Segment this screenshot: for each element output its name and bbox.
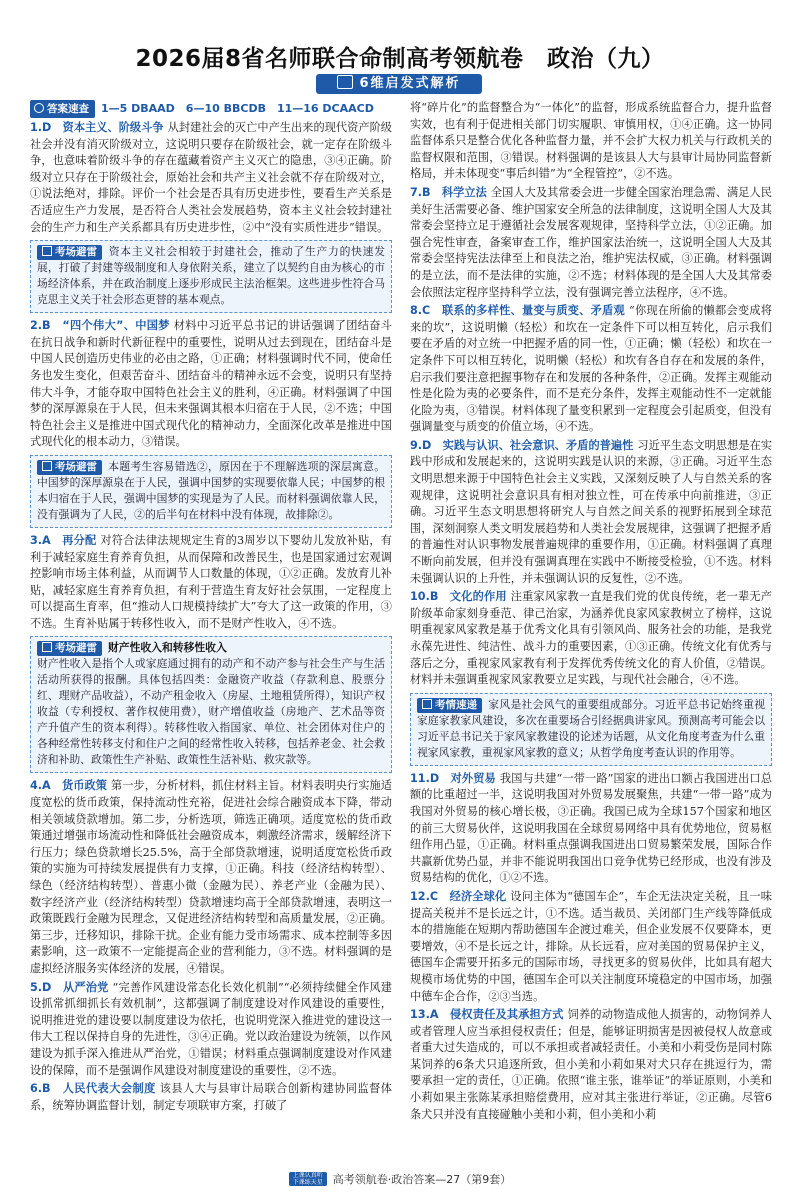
question-number: 11.D [410,771,440,785]
answer-key [30,100,392,118]
question-topic: 货币政策 [62,779,107,793]
question-explanation: 我国与共建“一带一路”国家的进出口额占我国进出口总额的比重超过一半，这说明我国对外贸易发展聚焦，共建“一带一路”成为我国对外贸易的核心增长极，③正确。我国已成为全球157个国家和地区的前三大贸易伙伴，这说明我国在全球贸易网络中具有优势地位，贸易枢纽作用凸显，①正确。材料重点强调我国进出口贸易繁荣发展，国际合作共赢新优势凸显，并非不能说明我国出口竞争优势已经形成，也没有涉及贸易结构的优化，①②不选。 [410,771,772,885]
question-number: 5.D [30,980,52,994]
tip-badge [37,460,102,475]
question-explanation: 注重家风家教一直是我们党的优良传统，老一辈无产阶级革命家刻身垂范、律己治家，为涵养优良家风家教树立了榜样，这说明重视家风家教是基于优秀文化具有引领风尚、服务社会的功能，是我党永葆先进性、纯洁性、战斗力的重要因素，①③正确。传统文化有优秀与落后之分，重视家风家教有利于发挥优秀传统文化的育人价值，②错误。材料并未强调重视家风家教要立足实践，与现代社会融合，④不选。 [410,590,772,687]
question-topic: 从严治党 [62,980,109,994]
tip-text: 家风是社会风气的重要组成部分。习近平总书记始终重视家庭家教家风建设，多次在重要场合引经据典讲家风。预测高考可能会以习近平总书记关于家风家教建设的论述为话题，从文化角度考查为什么重视家风家教，重视家风家教的意义；从哲学角度考查认识的作用等。 [417,697,765,759]
question-topic: 联系的多样性、量变与质变、矛盾观 [441,304,625,318]
tip-title: 财产性收入和转移性收入 [108,641,227,655]
question-explanation: “完善作风建设常态化长效化机制”“必须持续健全作风建设抓常抓细抓长有效机制”，这都强调了制度建设对作风建设的重要性，说明推进党的建设要以制度建设为依托，也说明党深入推进党的建设这一伟大工程以保持自身的先进性，③④正确。党以政治建设为统领，以作风建设为抓手深入推进从严治党，①错误；材料重点强调制度建设对作风建设的保障，而不是强调作风建设对制度建设的重要性，②不选。 [30,980,392,1077]
right-column [410,100,772,1162]
publisher-logo [289,1172,327,1186]
publisher-logo-text: 上课认真听 下课练天星 [292,1172,323,1186]
tip-badge [37,245,102,260]
question-topic: 文化的作用 [449,590,507,604]
tip-box [30,240,392,313]
question-explanation: 饲养的动物造成他人损害的，动物饲养人或者管理人应当承担侵权责任；但是，能够证明损害是因被侵权人故意或者重大过失造成的，可以不承担或者减轻责任。小美和小莉受伤是同村陈某饲养的6条犬只追逐所致，但小美和小莉如果对犬只存在挑逗行为，需要承担一定的责任，①正确。依照“谁主张，谁举证”的举证原则，小美和小莉如果主张陈某承担赔偿费用，应对其主张进行举证，②正确。尽管6条犬只并没有直接碰触小美和小莉，但小美和小莉 [410,1008,772,1121]
question-7 [410,185,772,301]
question-3 [30,533,392,633]
question-12 [410,889,772,1005]
question-topic: 科学立法 [441,185,487,199]
book-icon [337,75,353,89]
question-topic: 资本主义、阶级斗争 [62,121,164,134]
tip-badge [37,641,102,656]
checkbox-icon [42,246,52,256]
question-1 [30,120,392,236]
question-explanation: 该县人大与县审计局联合创新构建协同监督体系，统筹协调监督计划，制定专项联审方案，打破了 [30,1082,392,1112]
page-footer [0,1170,800,1190]
question-number: 7.B [410,185,431,199]
tip-text: 资本主义社会相较于封建社会，推动了生产力的快速发展，打破了封建等级制度和人身依附关系，建立了以契约自由为核心的市场经济体系，并在政治制度上逐步形成民主法治框架。这些进步性符合马克思主义关于社会形态更替的基本观点。 [37,245,385,307]
question-explanation: 全国人大及其常委会进一步健全国家治理急需、满足人民美好生活需要必备、维护国家安全所急的法律制度，这说明全国人大及其常委会坚持立足于遵循社会发展客观规律，坚持科学立法，①②正确。加强合宪性审查，备案审查工作，维护国家法治统一，这说明全国人大及其常委会坚持宪法法律至上和良法之治，维护宪法权威，③正确。材料强调的是立法，而不是法律的实施，②不选；材料体现的是全国人大及其常委会依照法定程序坚持科学立法，没有强调完善立法程序，④不选。 [410,185,772,299]
question-explanation: “你现在所偷的懒都会变成将来的坎”，这说明懒（轻松）和坎在一定条件下可以相互转化，启示我们要在矛盾的对立统一中把握矛盾的同一性，①正确；懒（轻松）和坎在一定条件下可以相互转化，说明懒（轻松）和坎有各自存在和发展的条件，启示我们要注意把握事物存在和发展的各种条件，②正确。发挥主观能动性是化险为夷的必要条件，而不是充分条件，发挥主观能动性不一定就能化险为夷，③错误。材料体现了量变积累到一定程度会引起质变，但没有强调量变与质变的价值立场，④不选。 [410,304,772,434]
left-column [30,100,392,1162]
magnifier-icon [34,103,44,113]
question-topic: 实践与认识、社会意识、矛盾的普遍性 [442,438,634,452]
tip-badge-label: 考场避雷 [55,460,97,473]
answer-key-label: 答案速查 [47,103,89,115]
question-number: 10.B [410,590,439,604]
content-columns [30,100,780,1162]
question-topic: “四个伟大”、中国梦 [62,319,170,333]
checkbox-icon [42,642,52,652]
checkbox-icon [42,461,52,471]
question-4 [30,778,392,977]
question-11 [410,771,772,887]
question-number: 1.D [30,121,52,134]
answer-key-text: 1—5 DBAAD 6—10 BBCDB 11—16 DCAACD [101,102,374,115]
tip-badge-label: 考情速递 [435,698,477,711]
question-topic: 经济全球化 [449,889,507,903]
footer-text: 高考领航卷·政治答案—27（第9套） [332,1173,512,1186]
question-explanation: 对符合法律法规规定生育的3周岁以下婴幼儿发放补贴，有利于减轻家庭生育养育负担，从而保障和改善民生，也是国家通过宏观调控影响市场主体利益，从而调节人口数量的体现，①②正确。发放育儿补贴，减轻家庭生育养育负担，有利于营造生育友好社会氛围，一定程度上可以提高生育率，但“推动人口规模持续扩大”夸大了这一政策的作用，③不选。生育补贴属于转移性收入，而不是财产性收入，④不选。 [30,533,392,630]
question-6-continued: 将“碎片化”的监督整合为“一体化”的监督，形成系统监督合力，提升监督实效，也有利于促进相关部门切实履职、审慎用权，①④正确。这一协同监督体系只是整合优化各种监督力量，并不会扩大权力机关与行政机关的监督权限和范围，③错误。材料强调的是该县人大与县审计局协同监督新格局，并未体现变“事后纠错”为“全程管控”，②不选。 [410,101,772,181]
tip-box [410,693,772,766]
question-number: 2.B [30,319,51,333]
question-explanation: 材料中习近平总书记的讲话强调了团结奋斗在抗日战争和新时代新征程中的重要性，说明从过去到现在，团结奋斗是中国人民创造历史伟业的必由之路，①正确；材料强调时代不同，使命任务也发生变化，但艰苦奋斗、团结奋斗的精神永远不会变，说明只有坚持伟大斗争，才能夺取中国特色社会主义的胜利，④正确。材料强调了中国梦的深厚源泉在于人民，但未来强调其根本归宿在于人民，②不选；中国特色社会主义是推进中国式现代化的精神动力，全面深化改革是推进中国式现代化的根本动力，③错误。 [30,319,392,449]
question-number: 8.C [410,304,431,318]
question-explanation: 设问主体为“德国车企”，车企无法决定关税，且一味提高关税并不是长远之计，①不选。适当裁员、关闭部门生产线等降低成本的措施能在短期内帮助德国车企渡过难关，但企业发展不仅要降本，更要增效，④不是长远之计，排除。从长远看，应对美国的贸易保护主义，德国车企需要开拓多元的国际市场，寻找更多的贸易伙伴，比如具有超大规模市场优势的中国，德国车企可以关注制度环境稳定的中国市场，加强中德车企合作，②③当选。 [410,889,772,1003]
question-2 [30,318,392,451]
question-number: 12.C [410,889,439,903]
question-10 [410,589,772,689]
page-header [0,0,800,98]
question-topic: 侵权责任及其承担方式 [450,1008,564,1022]
tip-box [30,636,392,773]
question-number: 13.A [410,1008,439,1022]
tip-box [30,455,392,528]
tip-text: 财产性收入是指个人或家庭通过拥有的动产和不动产参与社会生产与生活活动所获得的报酬。具体包括四类：金融资产收益（存款利息、股票分红、理财产品收益），不动产租金收入（房屋、土地租赁所得），知识产权收益（专利授权、著作权使用费），财产增值收益（房地产、艺术品等资产升值产生的资本利得）。转移性收入指国家、单位、社会团体对住户的各种经常性转移支付和住户之间的经常性收入转移，包括养老金、社会救济和补助、政策性生产补贴、政策性生活补贴、救灾款等。 [37,657,385,767]
question-topic: 人民代表大会制度 [62,1082,156,1096]
tip-badge-label: 考场避雷 [55,642,97,655]
checkbox-icon [422,699,432,709]
tip-badge [417,698,482,713]
question-5 [30,980,392,1080]
question-6 [30,1081,392,1114]
page-title: 2026届8省名师联合命制高考领航卷 政治（九） [135,46,665,72]
answer-key-badge [30,100,95,118]
question-number: 6.B [30,1082,51,1096]
question-number: 4.A [30,779,51,793]
question-number: 9.D [410,438,432,452]
tip-badge-label: 考场避雷 [55,246,97,259]
question-explanation: 第一步，分析材料，抓住材料主旨。材料表明央行实施适度宽松的货币政策，保持流动性充裕，促进社会综合融资成本下降，带动相关领域贷款增加。第二步，分析选项，筛选正确项。适度宽松的货币政策通过增强市场流动性和降低社会融资成本，刺激经济需求，缓解经济下行压力；绿色贷款增长25.5%，高于全部贷款增速，说明适度宽松货币政策的实施为可持续发展提供有力支撑，①正确。科技（经济结构转型）、绿色（经济结构转型）、普惠小微（金融为民）、养老产业（金融为民）、数字经济产业（经济结构转型）贷款增速均高于全部贷款增速，表明这一政策既践行金融为民理念，又促进经济结构转型和高质量发展，②正确。第三步，迁移知识，排除干扰。企业有能力受市场需求、成本控制等多因素影响，这一政策不一定能提高企业的营利能力，③不选。材料强调的是虚拟经济服务实体经济的发展，④错误。 [30,779,392,975]
question-9 [410,438,772,587]
tip-text: 本题考生容易错选②，原因在于不理解选项的深层寓意。中国梦的深厚源泉在于人民，强调中国梦的实现要依靠人民；中国梦的根本归宿在于人民，强调中国梦的实现是为了人民。而材料强调依靠人民，没有强调为了人民，②的后半句在材料中没有体现，故排除②。 [37,459,385,521]
question-8 [410,303,772,436]
question-explanation: 习近平生态文明思想是在实践中形成和发展起来的，这说明实践是认识的来源，③正确。习近平生态文明思想来源于中国特色社会主义实践，又深刻反映了人与自然关系的客观规律，这说明社会意识具有相对独立性，可在传承中向前推进，③正确。习近平生态文明思想将研究人与自然之间关系的视野拓展到全球范围，深刻洞察人类文明发展趋势和人类社会发展规律，这强调了把握矛盾的普遍性对认识事物发展普遍规律的重要作用，①正确。材料强调了真理不断向前发展，但并没有强调真理在实践中不断接受检验，①不选。材料未强调认识的上升性，并未强调认识的反复性，②不选。 [410,438,772,585]
question-13 [410,1007,772,1123]
analysis-banner [316,74,482,94]
question-explanation: 从封建社会的灭亡中产生出来的现代资产阶级社会并没有消灭阶级对立，这说明只要存在阶级社会，就一定存在阶级斗争，也意味着阶级斗争的存在蕴藏着资产主义灭亡的隐患，③④正确。阶级对立只存在于阶级社会，原始社会和共产主义社会就不存在阶级对立，①说法绝对，排除。评价一个社会是否具有历史进步性，要看生产关系是否适应生产力发展，是否符合人类社会发展趋势，资本主义社会较封建社会的生产力和生产关系都具有历史进步性，②中“没有实质性进步”错误。 [30,121,392,234]
question-number: 3.A [30,533,51,547]
banner-text: 6维启发式解析 [359,76,461,91]
question-topic: 对外贸易 [450,771,496,785]
question-topic: 再分配 [62,533,97,547]
